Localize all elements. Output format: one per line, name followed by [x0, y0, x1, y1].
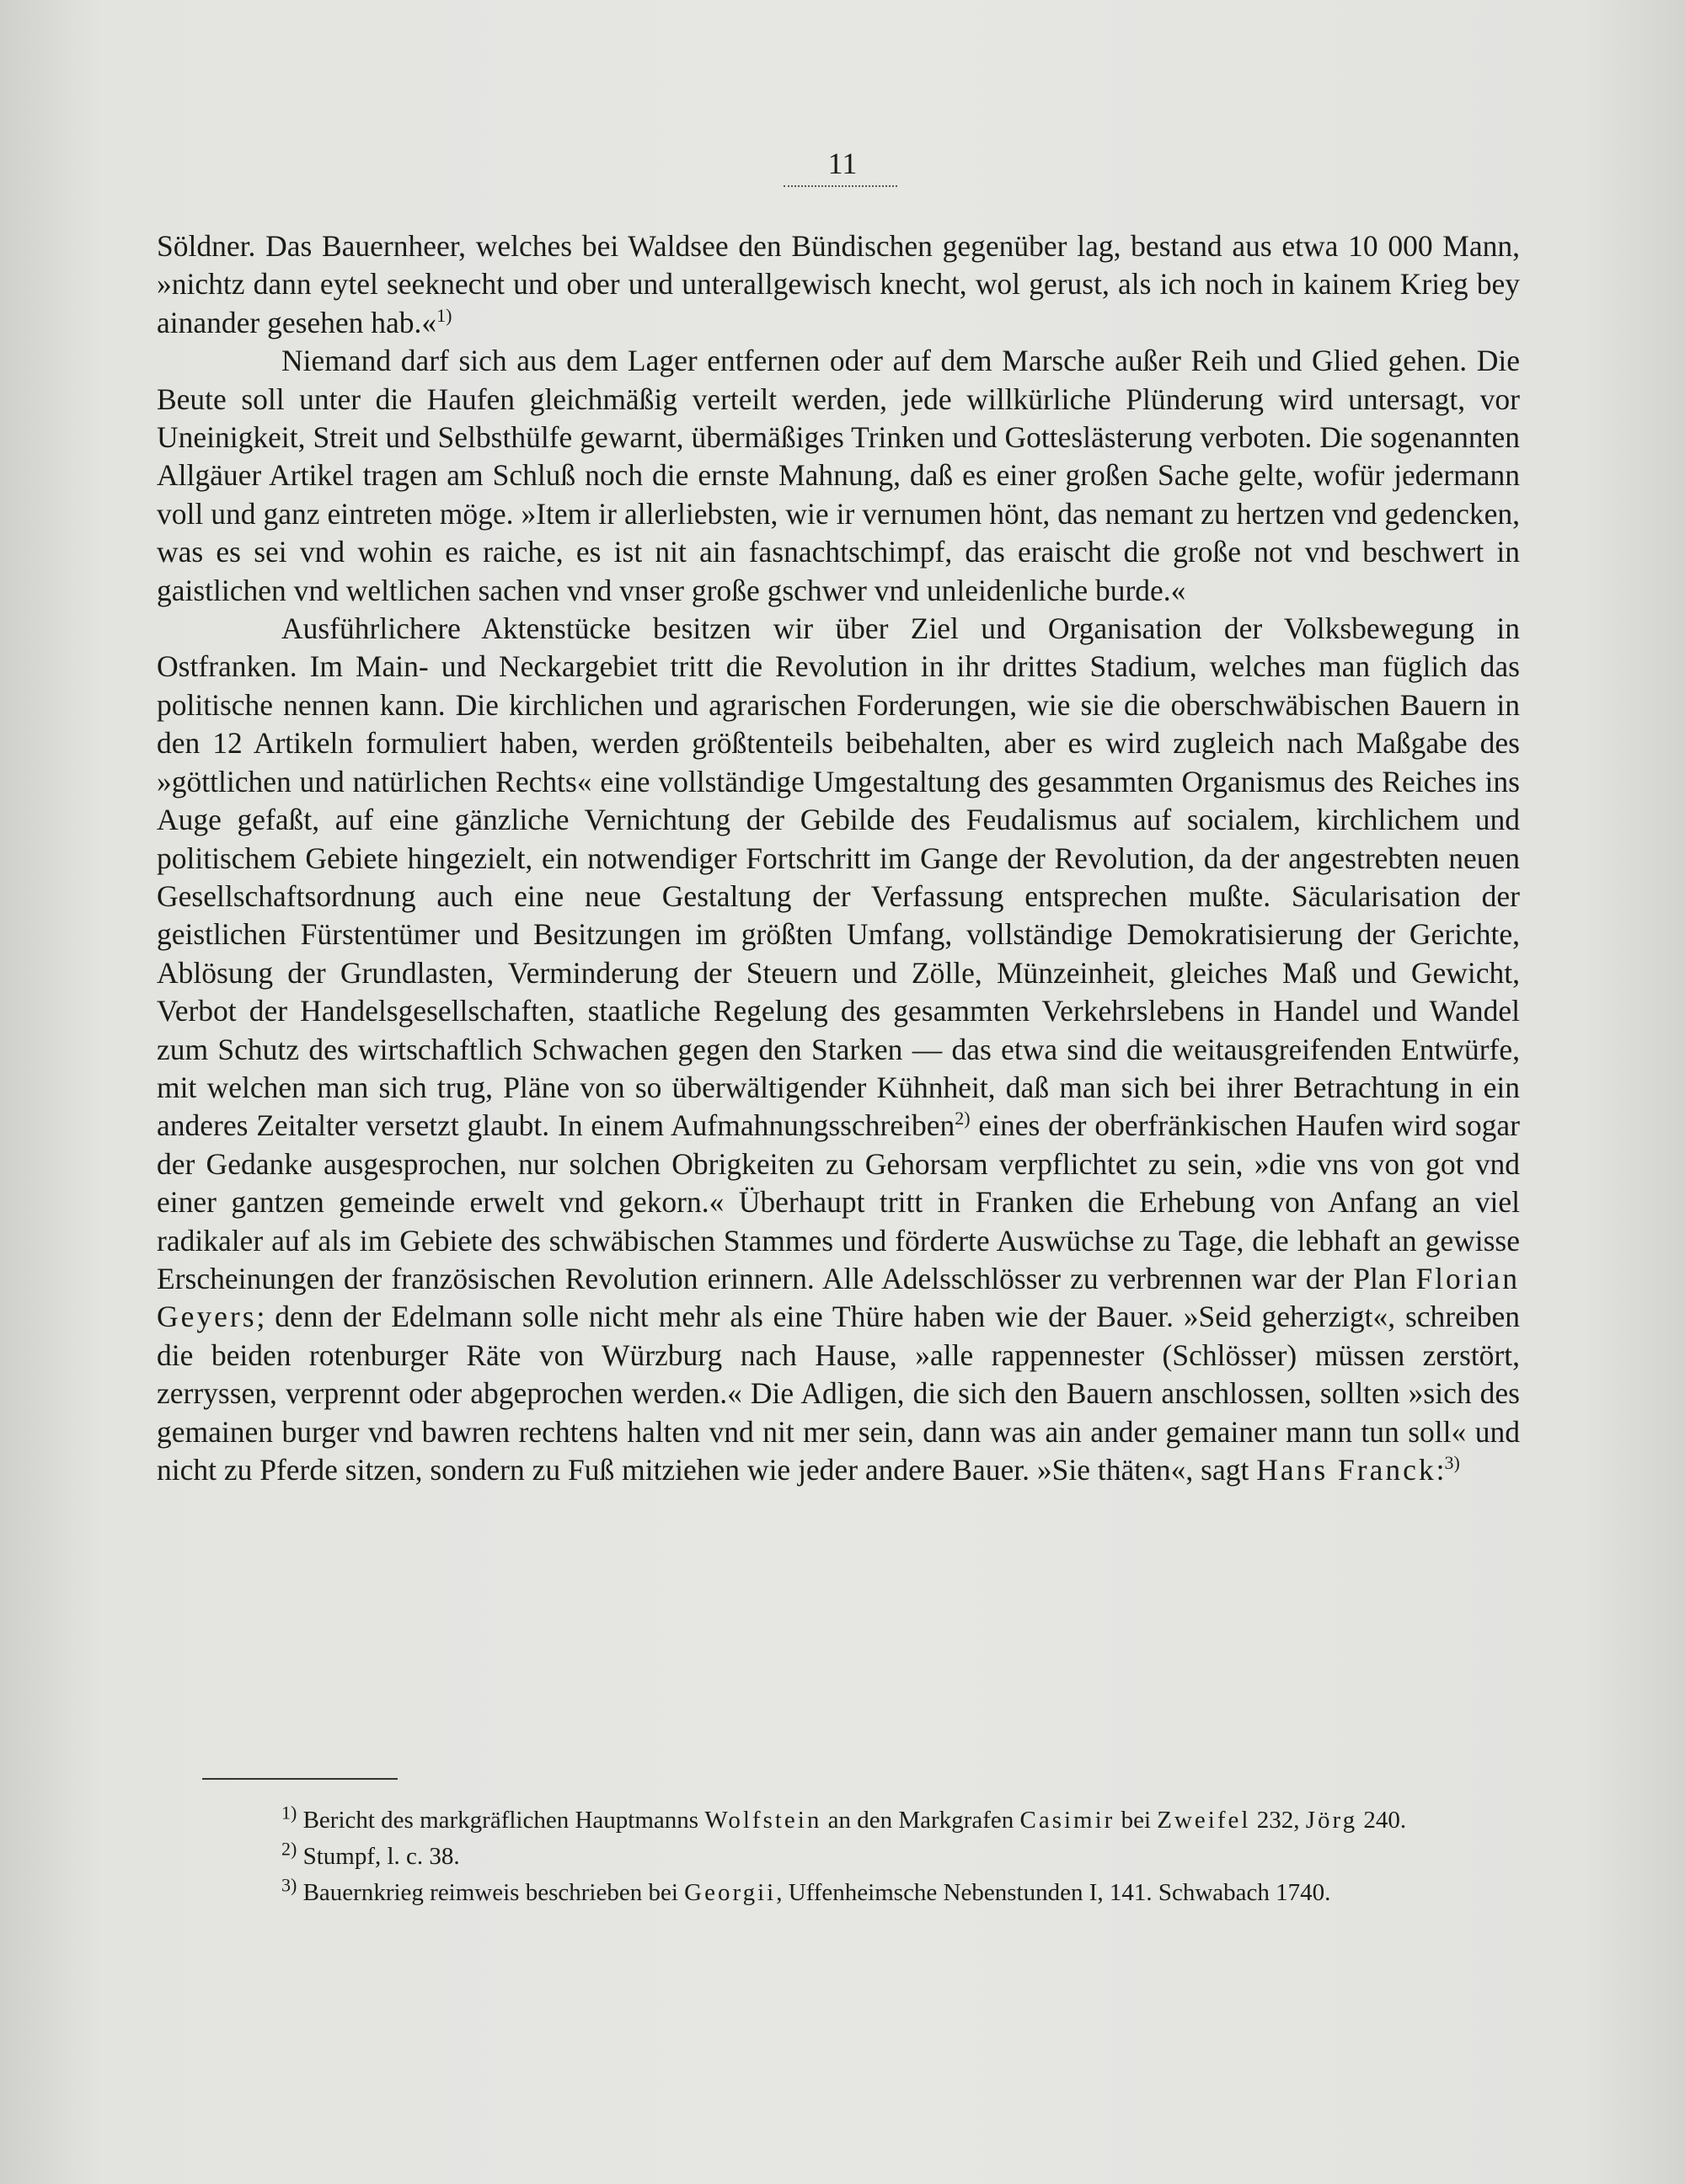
- spaced-name: Wolfstein: [704, 1807, 822, 1834]
- text-run: eines der oberfränkischen Haufen wird sogar der Gedanke ausgesprochen, nur solchen Obrigkeiten zu Gehorsam verpflichtet zu sein, »die vns von got vnd einer gantzen gemeinde erwelt vnd gekorn.« Überhaupt tritt in Franken die Erhebung von Anfang an viel radikaler auf als im Gebiete des schwäbischen Stammes und förderte Auswüchse zu Tage, die lebhaft an gewisse Erscheinungen der französischen Revolution erinnern. Alle Adelsschlösser zu verbrennen war der Plan: [157, 1108, 1520, 1295]
- text-run: , Uffenheimsche Nebenstunden I, 141. Schwabach 1740.: [776, 1879, 1331, 1906]
- body-text: [157, 227, 1520, 1489]
- text-run: ; denn der Edelmann solle nicht mehr als eine Thüre haben wie der Bauer. »Seid geherzigt«, schreiben die beiden rotenburger Räte von Würzburg nach Hause, »alle rappennester (Schlösser) müssen zerstört, zerryssen, verprennt oder abgeprochen werden.« Die Adligen, die sich den Bauern anschlossen, sollten »sich des gemainen burger vnd bawren rechtens halten vnd nit mer sein, dann was ain ander gemainer mann tun soll« und nicht zu Pferde sitzen, sondern zu Fuß mitziehen wie jeder andere Bauer. »Sie thäten«, sagt: [157, 1300, 1520, 1487]
- footnote: [157, 1802, 1520, 1839]
- spaced-name: Georgii: [684, 1879, 777, 1906]
- text-run: an den Markgrafen: [821, 1807, 1020, 1834]
- footnote-marker: 1): [436, 304, 452, 326]
- paragraph: [157, 610, 1520, 1489]
- footnote-marker: 1): [281, 1802, 297, 1824]
- spaced-name: Jörg: [1305, 1807, 1358, 1834]
- text-run: Ausführlichere Aktenstücke besitzen wir über Ziel und Organisation der Volksbewegung in Ostfranken. Im Main- und Neckargebiet tritt die Revolution in ihr drittes Stadium, welches man füglich das politische nennen kann. Die kirchlichen und agrarischen Forderungen, wie sie die oberschwäbischen Bauern in den 12 Artikeln formuliert haben, werden größtenteils beibehalten, aber es wird zugleich nach Maßgabe des »göttlichen und natürlichen Rechts« eine vollständige Umgestaltung des gesammten Organismus des Reiches ins Auge gefaßt, auf eine gänzliche Vernichtung der Gebilde des Feudalismus auf socialem, kirchlichem und politischem Gebiete hingezielt, ein notwendiger Fortschritt im Gange der Revolution, da der angestrebten neuen Gesellschaftsordnung auch eine neue Gestaltung der Verfassung entsprechen mußte. Säcularisation der geistlichen Fürstentümer und Besitzungen im größten Umfang, vollständige Demokratisierung der Gerichte, Ablösung der Grundlasten, Verminderung der Steuern und Zölle, Münzeinheit, gleiches Maß und Gewicht, Verbot der Handelsgesellschaften, staatliche Regelung des gesammten Verkehrslebens in Handel und Wandel zum Schutz des wirtschaftlich Schwachen gegen den Starken — das etwa sind die weitausgreifenden Entwürfe, mit welchen man sich trug, Pläne von so überwältigender Kühnheit, daß man sich bei ihrer Betrachtung in ein anderes Zeitalter versetzt glaubt. In einem Aufmahnungsschreiben: [157, 611, 1520, 1143]
- text-run: bei: [1115, 1807, 1158, 1834]
- spaced-name: Casimir: [1019, 1807, 1115, 1834]
- text-run: Söldner. Das Bauernheer, welches bei Waldsee den Bündischen gegenüber lag, bestand aus etwa 10 000 Mann, »nichtz dann eytel seeknecht und ober und unterallgewisch knecht, wol gerust, als ich noch in kainem Krieg bey ainander gesehen hab.«: [157, 229, 1520, 339]
- paragraph: [157, 227, 1520, 342]
- footnotes: [157, 1802, 1520, 1911]
- footnote: [157, 1839, 1520, 1875]
- footnote-marker: 3): [281, 1874, 297, 1896]
- text-run: 240.: [1357, 1807, 1407, 1834]
- text-run: 232,: [1250, 1807, 1306, 1834]
- page-number-ornament: [784, 185, 897, 192]
- text-run: Niemand darf sich aus dem Lager entfernen oder auf dem Marsche außer Reih und Glied gehen. Die Beute soll unter die Haufen gleichmäßig verteilt werden, jede willkürliche Plünderung wird untersagt, vor Uneinigkeit, Streit und Selbsthülfe gewarnt, übermäßiges Trinken und Gotteslästerung verboten. Die sogenannten Allgäuer Artikel tragen am Schluß noch die ernste Mahnung, daß es einer großen Sache gelte, wofür jedermann voll und ganz eintreten möge. »Item ir allerliebsten, wie ir vernumen hönt, das nemant zu hertzen vnd gedencken, was es sei vnd wohin es raiche, es ist nit ain fasnachtschimpf, das eraischt die große not vnd beschwert in gaistlichen vnd weltlichen sachen vnd vnser große gschwer vnd unleidenliche burde.«: [157, 344, 1520, 607]
- paragraph: [157, 342, 1520, 610]
- spaced-name: Zweifel: [1157, 1807, 1251, 1834]
- spaced-name: Hans Franck: [1256, 1453, 1436, 1487]
- page-number: 11: [827, 147, 858, 180]
- spaced-name: Florian Geyers: [157, 1261, 1520, 1334]
- footnote: [157, 1875, 1520, 1911]
- footnote-marker: 2): [955, 1108, 971, 1129]
- footnote-separator: [202, 1778, 398, 1780]
- footnote-marker: 2): [281, 1838, 297, 1860]
- text-run: Bericht des markgräflichen Hauptmanns: [297, 1807, 705, 1834]
- footnote-marker: 3): [1444, 1452, 1460, 1474]
- text-run: :: [1436, 1453, 1445, 1487]
- text-run: Stumpf, l. c. 38.: [297, 1843, 460, 1870]
- text-run: Bauernkrieg reimweis beschrieben bei: [297, 1879, 685, 1906]
